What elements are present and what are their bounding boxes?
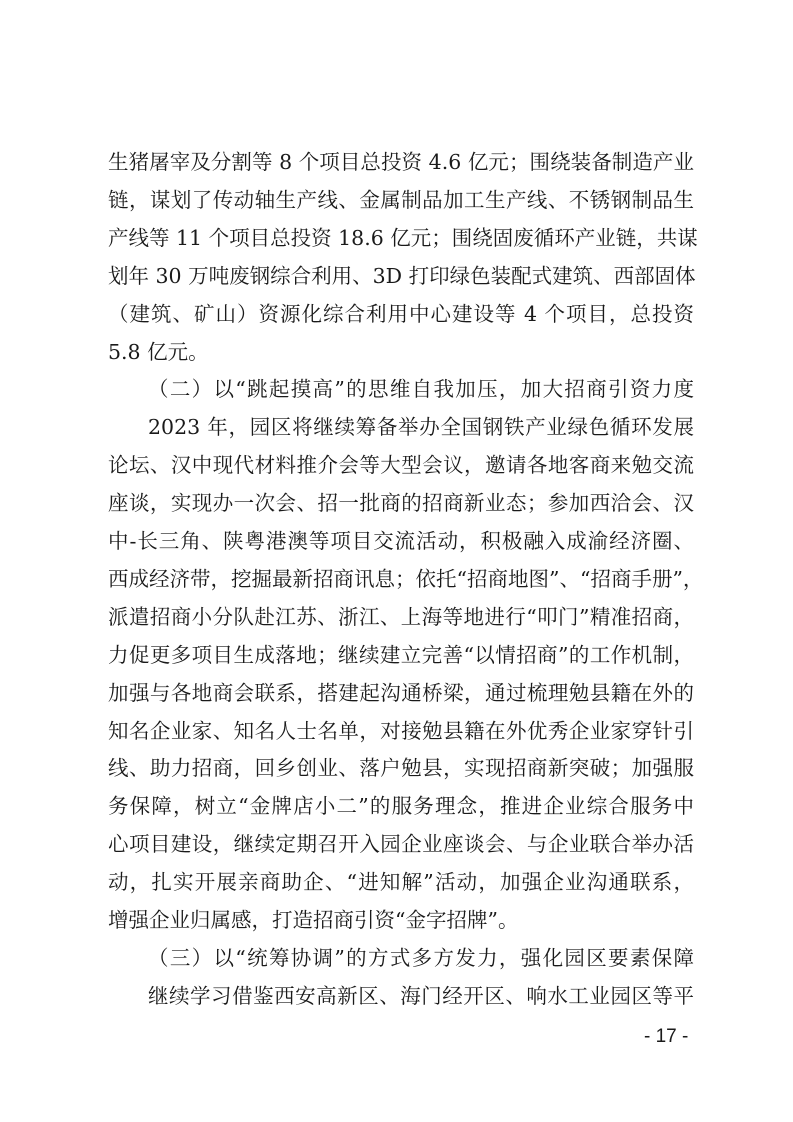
body-text-line: 西成经济带，挖掘最新招商讯息；依托“招商地图”、“招商手册”， [108, 567, 704, 591]
body-text-line: 产线等 11 个项目总投资 18.6 亿元；围绕固废循环产业链，共谋 [108, 226, 698, 250]
body-text-line: 力促更多项目生成落地；继续建立完善“以情招商”的工作机制， [108, 643, 694, 667]
body-text-line: 中-长三角、陕粤港澳等项目交流活动，积极融入成渝经济圈、 [108, 529, 694, 553]
body-text-line: 座谈，实现办一次会、招一批商的招商新业态；参加西洽会、汉 [108, 491, 694, 515]
body-text-line: 生猪屠宰及分割等 8 个项目总投资 4.6 亿元；围绕装备制造产业 [108, 150, 694, 174]
body-text-line: 动，扎实开展亲商助企、“进知解”活动，加强企业沟通联系， [108, 870, 694, 894]
paragraph-first-line: 继续学习借鉴西安高新区、海门经开区、响水工业园区等平 [148, 984, 694, 1008]
section-heading-3: （三）以“统筹协调”的方式多方发力，强化园区要素保障 [148, 946, 694, 970]
body-text-line: 划年 30 万吨废钢综合利用、3D 打印绿色装配式建筑、西部固体 [108, 264, 696, 288]
body-text-line: 论坛、汉中现代材料推介会等大型会议，邀请各地客商来勉交流 [108, 453, 694, 477]
body-text-line: 线、助力招商，回乡创业、落户勉县，实现招商新突破；加强服 [108, 756, 694, 780]
body-text-line: 务保障，树立“金牌店小二”的服务理念，推进企业综合服务中 [108, 794, 694, 818]
section-heading-2: （二）以“跳起摸高”的思维自我加压，加大招商引资力度 [148, 377, 694, 401]
paragraph-first-line: 2023 年，园区将继续筹备举办全国钢铁产业绿色循环发展 [148, 415, 694, 439]
body-text-line: （建筑、矿山）资源化综合利用中心建设等 4 个项目，总投资 [108, 302, 694, 326]
body-text-line: 5.8 亿元。 [108, 340, 209, 364]
body-text-line: 派遣招商小分队赴江苏、浙江、上海等地进行“叩门”精准招商， [108, 605, 694, 629]
page-number: - 17 - [644, 1026, 689, 1047]
body-text-line: 加强与各地商会联系，搭建起沟通桥梁，通过梳理勉县籍在外的 [108, 681, 694, 705]
body-text-line: 链，谋划了传动轴生产线、金属制品加工生产线、不锈钢制品生 [108, 188, 694, 212]
body-text-line: 知名企业家、知名人士名单，对接勉县籍在外优秀企业家穿针引 [108, 719, 694, 743]
body-text-line: 增强企业归属感，打造招商引资“金字招牌”。 [108, 908, 519, 932]
body-text-line: 心项目建设，继续定期召开入园企业座谈会、与企业联合举办活 [108, 832, 694, 856]
